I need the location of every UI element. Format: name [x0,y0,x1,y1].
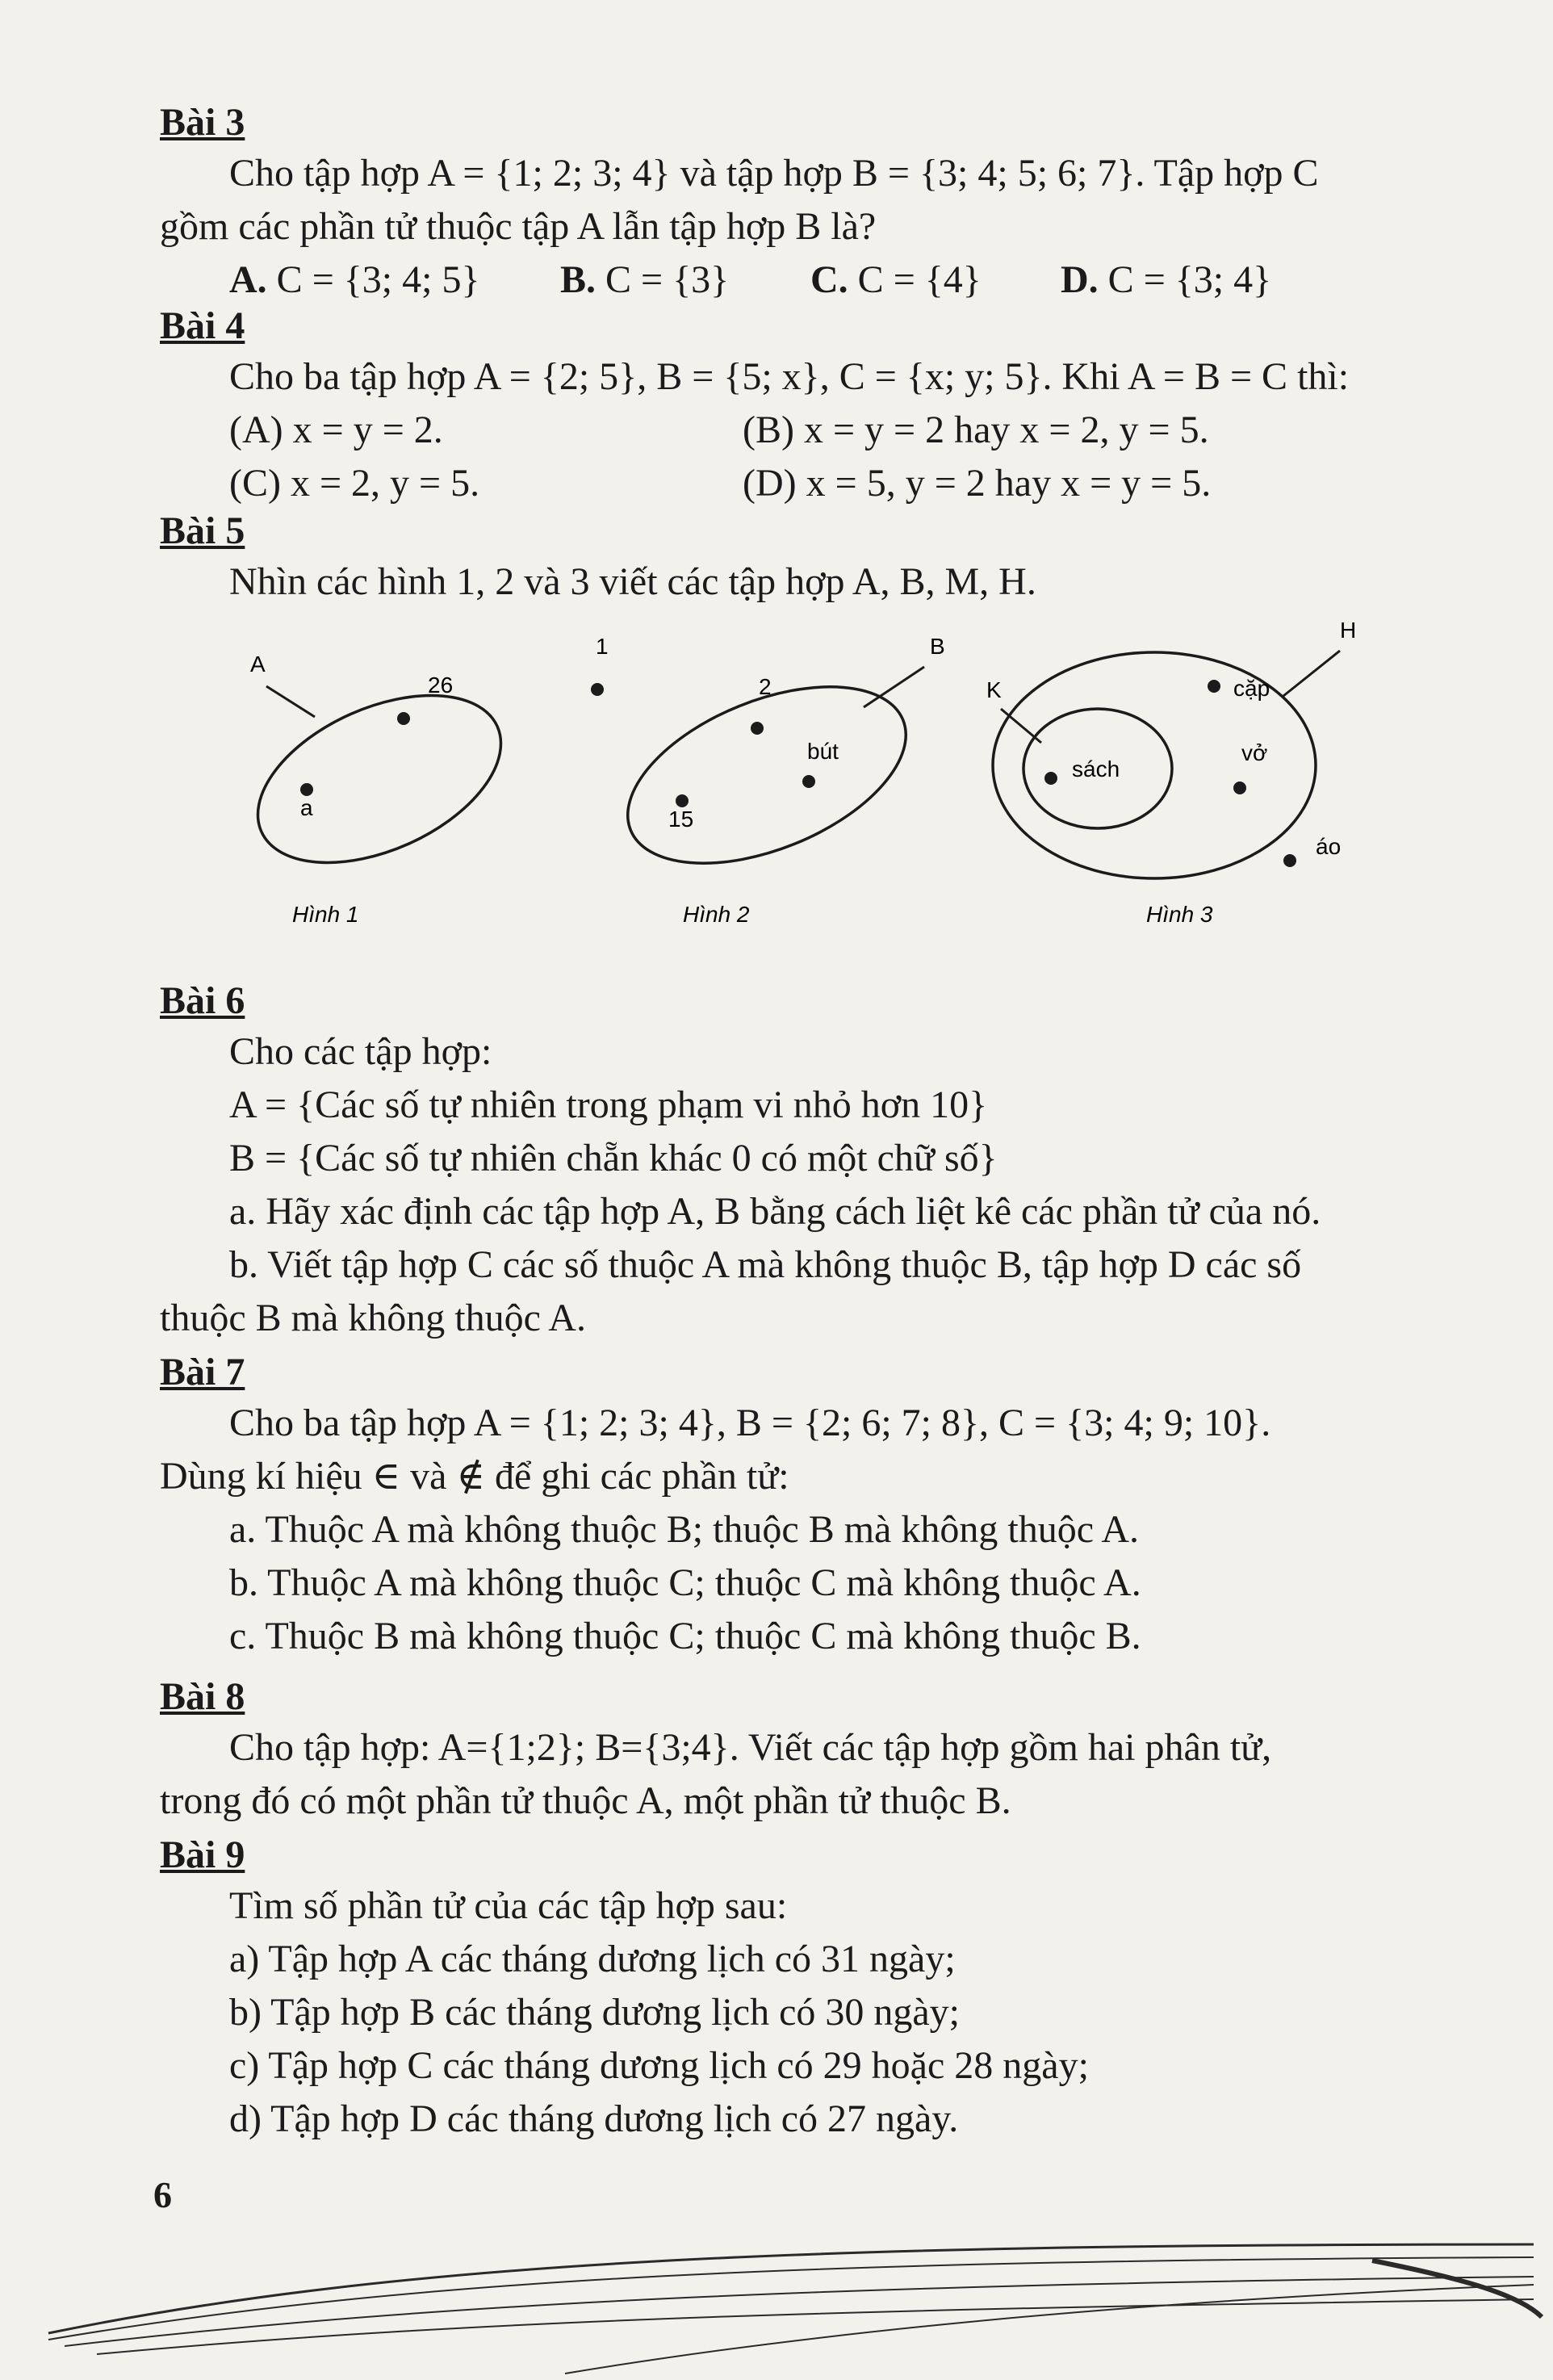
option-d: (D) x = 5, y = 2 hay x = y = 5. [743,462,1212,505]
element-label: 1 [596,634,609,659]
element-label: vở [1241,740,1268,765]
element-label: áo [1316,834,1342,859]
exercise-text: Cho ba tập hợp A = {2; 5}, B = {5; x}, C = {x; y; 5}. Khi A = B = C thì: [229,355,1350,398]
figure-3 [986,622,1356,927]
option-c: C. C = {4} [810,258,982,301]
decorative-swoosh [0,2212,1553,2380]
exercise-text: thuộc B mà không thuộc A. [160,1297,586,1339]
figure-2 [591,634,945,927]
exercise-5 [160,507,1459,609]
element-dot [1208,680,1220,693]
exercise-text: Dùng kí hiệu ∈ và ∉ để ghi các phần tử: [160,1455,789,1498]
element-dot [1283,854,1296,867]
exercise-item: b. Thuộc A mà không thuộc C; thuộc C mà không thuộc A. [229,1561,1141,1604]
exercise-text: Nhìn các hình 1, 2 và 3 viết các tập hợp A, B, M, H. [229,560,1036,603]
option-a: (A) x = y = 2. [229,409,443,451]
exercise-text: b. Viết tập hợp C các số thuộc A mà không thuộc B, tập hợp D các số [229,1243,1302,1286]
figure-caption: Hình 2 [683,902,750,927]
exercise-title: Bài 5 [160,509,245,552]
exercise-title: Bài 9 [160,1833,245,1876]
set-pointer [1283,651,1340,696]
exercise-item: c. Thuộc B mà không thuộc C; thuộc C mà không thuộc B. [229,1615,1141,1657]
element-dot [751,722,764,735]
exercise-text: Cho các tập hợp: [229,1030,492,1073]
element-dot [676,794,689,807]
answer-options [160,457,1459,510]
set-pointer [266,686,315,717]
option-b: B. C = {3} [560,258,730,301]
answer-options [160,404,1459,457]
exercise-title: Bài 8 [160,1675,245,1718]
exercise-title: Bài 6 [160,979,245,1022]
exercise-8 [160,1673,1459,1828]
element-dot [802,775,815,788]
figure-caption: Hình 1 [292,902,359,927]
exercise-item: d) Tập hợp D các tháng dương lịch có 27 ngày. [229,2097,959,2140]
exercise-6 [160,977,1459,1345]
set-label-k: K [986,677,1002,702]
element-dot [591,683,604,696]
venn-figures [234,622,1388,945]
exercise-item: c) Tập hợp C các tháng dương lịch có 29 hoặc 28 ngày; [229,2044,1089,2087]
exercise-item: a) Tập hợp A các tháng dương lịch có 31 ngày; [229,1938,956,1980]
exercise-title: Bài 3 [160,101,245,144]
option-b: (B) x = y = 2 hay x = 2, y = 5. [743,409,1209,451]
set-label-b: B [930,634,945,659]
figure-1 [234,652,526,927]
exercise-text: trong đó có một phần tử thuộc A, một phần tử thuộc B. [160,1779,1011,1822]
exercise-text: Tìm số phần tử của các tập hợp sau: [229,1884,788,1927]
set-pointer [864,667,924,707]
element-label: cặp [1233,676,1270,701]
option-d: D. C = {3; 4} [1061,258,1272,301]
element-label: 15 [668,807,694,832]
exercise-item: a. Thuộc A mà không thuộc B; thuộc B mà không thuộc A. [229,1508,1140,1551]
element-label: bút [807,739,839,764]
exercise-title: Bài 7 [160,1351,245,1393]
option-a: A. C = {3; 4; 5} [229,258,480,301]
element-dot [397,712,410,725]
exercise-text: B = {Các số tự nhiên chẵn khác 0 có một chữ số} [229,1137,998,1180]
option-c: (C) x = 2, y = 5. [229,462,480,505]
element-label: sách [1072,756,1120,781]
exercise-text: Cho ba tập hợp A = {1; 2; 3; 4}, B = {2; 6; 7; 8}, C = {3; 4; 9; 10}. [229,1402,1271,1444]
exercise-text: Cho tập hợp: A={1;2}; B={3;4}. Viết các tập hợp gồm hai phân tử, [229,1726,1272,1769]
exercise-9 [160,1831,1459,2146]
exercise-title: Bài 4 [160,304,245,347]
exercise-text: A = {Các số tự nhiên trong phạm vi nhỏ hơn 10} [229,1083,988,1126]
page-number: 6 [153,2174,172,2215]
exercise-4 [160,302,1459,510]
set-label-h: H [1340,622,1357,643]
exercise-item: b) Tập hợp B các tháng dương lịch có 30 ngày; [229,1991,961,2034]
element-label: 26 [428,673,454,698]
figure-caption: Hình 3 [1146,902,1213,927]
exercise-7 [160,1348,1459,1663]
element-dot [300,783,313,796]
element-label: 2 [759,674,772,699]
exercise-3 [160,98,1459,307]
answer-options [160,254,1459,307]
exercise-text: a. Hãy xác định các tập hợp A, B bằng cách liệt kê các phần tử của nó. [229,1190,1321,1233]
element-dot [1233,781,1246,794]
element-label: a [300,795,313,820]
set-label-a: A [250,652,266,677]
exercise-text: Cho tập hợp A = {1; 2; 3; 4} và tập hợp B = {3; 4; 5; 6; 7}. Tập hợp C [229,152,1319,195]
exercise-text: gồm các phần tử thuộc tập A lẫn tập hợp B là? [160,205,877,248]
set-ellipse [234,662,526,897]
element-dot [1044,772,1057,785]
